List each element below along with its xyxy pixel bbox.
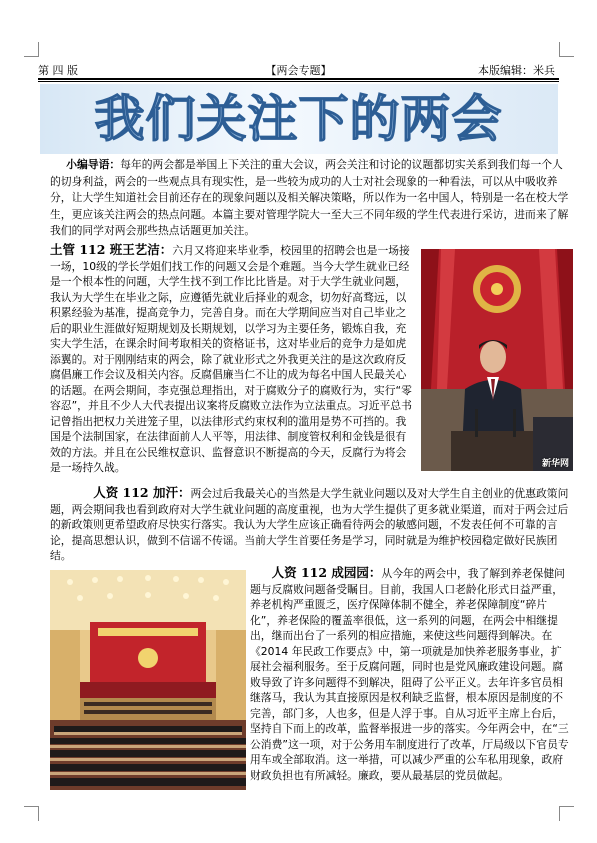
header-rule-thin bbox=[38, 81, 559, 82]
article-wang-yijie bbox=[50, 242, 417, 476]
intro-label: 小编导语： bbox=[66, 158, 121, 171]
crop-mark-bottom-left bbox=[24, 806, 39, 821]
page-title: 我们关注下的两会 bbox=[94, 89, 503, 148]
article-jia-han bbox=[50, 485, 570, 564]
intro-text: 每年的两会都是举国上下关注的重大会议，两会关注和讨论的议题都切实关系到我们每一个人的切身利益，两会的一些观点具有现实性，是一些较为成功的人士对社会现象的一种看法，可以从中吸收养分，让大学生知道社会目前还存在的现象问题以及相关解决策略，所以作为一名中国人，特别是一名在校大学生，更应该关注两会的热点问题。本篇主要对管理学院大一至大三不同年级的学生代表进行采访，进而来了解我们的同学对两会那些热点话题更加关注。 bbox=[50, 158, 569, 237]
editor-intro bbox=[50, 157, 570, 240]
article-text: 两会过后我最关心的当然是大学生就业问题以及对大学生自主创业的优惠政策问题，两会期间我也看到政府对大学生就业问题的高度重视，也为大学生提供了更多就业渠道，而对于两会过后的新政策则更希望政府尽快实行落实。我认为大学生应该正确看待两会的敏感问题，不发表任何不可靠的言论，提高思想认识，做到不信谣不传谣。当前大学生首要任务是学习，同时就是为维护校园稳定做好民族团结。 bbox=[50, 487, 569, 562]
article-text: 六月又将迎来毕业季，校园里的招聘会也是一场接一场，10级的学长学姐们找工作的问题又会是个难题。当今大学生就业已经是一个根本性的问题，大学生找不到工作比比皆是。对于大学生就业问题，我认为大学生在毕业之际，应遵循先就业后择业的观念，切勿好高骛远，以积累经验为基准，提高竞争力，完善自身。而在大学期间应当对自己毕业之后的职业生涯做好短期规划及长期规划，以学习为主要任务，锻炼自我，充实大学生活，在课余时间考取相关的资格证书，这对毕业后的竞争力是如虎添翼的。对于刚刚结束的两会，除了就业形式之外我更关注的是这次政府反腐倡廉工作会议及相关内容。反腐倡廉当仁不让的成为每名中国人民最关心的话题。在两会期间，李克强总理指出，对于腐败分子的腐败行为，实行“零容忍”，并且不少人大代表提出议案将反腐败立法作为立法重点。习近平总书记曾指出把权力关进笼子里，以法律形式约束权利的滥用是势不可挡的。我国是个法制国家，在法律面前人人平等，用法律、制度管权利和金钱是很有效的方法。并且在公民维权意识、监督意识不断提高的今天，反腐行为将会是一场持久战。 bbox=[50, 244, 412, 474]
crop-mark-bottom-right bbox=[559, 806, 574, 821]
name-colon: ： bbox=[368, 565, 382, 580]
great-hall-illustration bbox=[50, 570, 246, 790]
page-header bbox=[38, 60, 559, 78]
header-rule bbox=[38, 78, 559, 80]
name-colon: ： bbox=[159, 242, 173, 257]
article-text: 从今年的两会中，我了解到养老保健问题与反腐败问题备受瞩目。目前，我国人口老龄化形式日益严重，养老机构严重匮乏，医疗保障体制不健全，养老保障制度“碎片化”，养老保险的覆盖率很低，这一系列的问题，在两会中相继提出，继而出台了一系列的相应措施，来使这些问题得到解决。在《2014 年民政工作要点》中，第一项就是加快养老服务事业，扩展社会福利服务。至于反腐问题，同时也是党风廉政建设问题。腐败导致了许多问题得不到解决，阻碍了公平正义。去年许多官员相继落马，我认为其直接原因是权利缺乏监督，根本原因是制度的不完善，部门多，人也多，但是人浮于事。自从习近平主席上台后，坚持自下而上的改革，监督举报进一步的落实。今年两会中，在“三公消费”这一项，对于公务用车制度进行了改革，厅局级以下官员专用车或全部取消。这一举措，可以减少严重的公车私用现象，政府财政负担也有所减轻。廉政，要从最基层的党员做起。 bbox=[250, 567, 569, 782]
editor-credit: 本版编辑：米兵 bbox=[478, 64, 555, 77]
interviewee-name: 人资 112 成园园 bbox=[271, 565, 369, 580]
photo-watermark: 新华网 bbox=[541, 459, 569, 469]
interviewee-name: 人资 112 加汗 bbox=[93, 485, 178, 500]
photo-great-hall bbox=[50, 570, 246, 790]
interviewee-name: 土管 112 班王艺洁 bbox=[50, 242, 160, 257]
section-title: 【两会专题】 bbox=[265, 64, 332, 77]
crop-mark-top-left bbox=[24, 42, 39, 57]
speaker-illustration bbox=[421, 249, 573, 471]
photo-speaker-podium bbox=[421, 249, 573, 471]
article-cheng-yuanyuan bbox=[250, 565, 570, 783]
name-colon: ： bbox=[177, 485, 191, 500]
crop-mark-top-right bbox=[559, 42, 574, 57]
page-number: 第 四 版 bbox=[38, 64, 78, 77]
